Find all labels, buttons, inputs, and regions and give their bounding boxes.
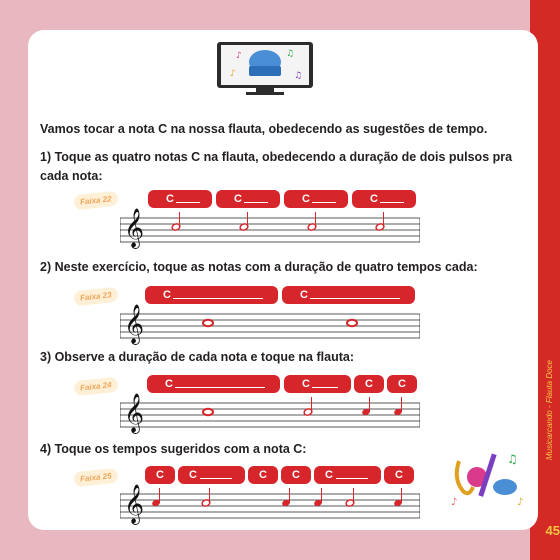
exercise-1-title: 1) Toque as quatro notas C na flauta, obedecendo a duração de dois pulsos pra xyxy=(40,150,513,164)
svg-text:♪: ♪ xyxy=(230,69,236,79)
treble-clef-icon: 𝄞 xyxy=(124,208,145,248)
whole-note xyxy=(203,409,213,415)
quarter-note xyxy=(313,488,323,507)
exercise-3-title: 3) Observe a duração de cada nota e toque na flauta: xyxy=(40,350,354,364)
svg-text:♪: ♪ xyxy=(517,497,524,508)
duration-line xyxy=(244,202,268,203)
duration-bar xyxy=(147,375,280,393)
duration-bar xyxy=(248,466,278,484)
quarter-note xyxy=(393,397,403,416)
note-label: C xyxy=(370,193,378,205)
duration-bar xyxy=(352,190,416,208)
note-label: C xyxy=(302,378,310,390)
treble-clef-icon: 𝄞 xyxy=(124,484,145,524)
note-label: C xyxy=(165,378,173,390)
whole-note xyxy=(347,320,357,326)
note-label: C xyxy=(259,469,267,481)
note-label: C xyxy=(166,193,174,205)
half-note xyxy=(303,397,313,416)
note-label: C xyxy=(163,289,171,301)
note-label: C xyxy=(300,289,308,301)
duration-line xyxy=(173,298,263,299)
track-badge-25: Faixa 25 xyxy=(79,471,112,484)
duration-bar xyxy=(354,375,384,393)
note-label: C xyxy=(302,193,310,205)
track-badge-23: Faixa 23 xyxy=(79,290,112,303)
half-note xyxy=(239,212,249,231)
exercise-1-title-cont: cada nota: xyxy=(40,169,103,183)
note-label: C xyxy=(156,469,164,481)
music-staff xyxy=(120,486,420,526)
exercise-4-title: 4) Toque os tempos sugeridos com a nota C: xyxy=(40,442,307,456)
quarter-note xyxy=(361,397,371,416)
duration-bar xyxy=(145,286,278,304)
duration-bar xyxy=(284,190,348,208)
half-note xyxy=(171,212,181,231)
note-label: C xyxy=(292,469,300,481)
svg-text:♫: ♫ xyxy=(294,71,303,81)
duration-bar xyxy=(314,466,381,484)
treble-clef-icon: 𝄞 xyxy=(124,393,145,433)
duration-line xyxy=(175,387,265,388)
whole-note xyxy=(203,320,213,326)
half-note xyxy=(201,488,211,507)
tv-illustration-icon xyxy=(216,40,314,96)
note-label: C xyxy=(365,378,373,390)
note-label: C xyxy=(325,469,333,481)
track-badge-22: Faixa 22 xyxy=(79,194,112,207)
duration-bar xyxy=(387,375,417,393)
note-label: C xyxy=(398,378,406,390)
duration-bar xyxy=(284,375,351,393)
duration-bar xyxy=(216,190,280,208)
music-staff xyxy=(120,395,420,435)
duration-line xyxy=(380,202,404,203)
quarter-note xyxy=(281,488,291,507)
duration-line xyxy=(310,298,400,299)
music-staff xyxy=(120,210,420,250)
half-note xyxy=(307,212,317,231)
note-label: C xyxy=(395,469,403,481)
svg-text:♪: ♪ xyxy=(236,51,242,61)
note-label: C xyxy=(234,193,242,205)
half-note xyxy=(375,212,385,231)
duration-bar xyxy=(384,466,414,484)
duration-bar xyxy=(281,466,311,484)
duration-bar xyxy=(178,466,245,484)
sidebar-vertical-text: Musicarcando - Flauta Doce xyxy=(545,360,554,461)
exercise-2-title: 2) Neste exercício, toque as notas com a duração de quatro tempos cada: xyxy=(40,260,478,274)
note-label: C xyxy=(189,469,197,481)
duration-bar xyxy=(145,466,175,484)
intro-text: Vamos tocar a nota C na nossa flauta, obedecendo as sugestões de tempo. xyxy=(40,122,488,136)
music-staff xyxy=(120,306,420,346)
half-note xyxy=(345,488,355,507)
svg-text:♫: ♫ xyxy=(286,49,295,59)
treble-clef-icon: 𝄞 xyxy=(124,304,145,344)
svg-text:♫: ♫ xyxy=(507,452,518,466)
quarter-note xyxy=(151,488,161,507)
instruments-illustration-icon xyxy=(447,447,529,509)
duration-line xyxy=(176,202,200,203)
duration-bar xyxy=(148,190,212,208)
duration-bar xyxy=(282,286,415,304)
duration-line xyxy=(312,202,336,203)
duration-line xyxy=(200,478,232,479)
duration-line xyxy=(336,478,368,479)
duration-line xyxy=(312,387,338,388)
track-badge-24: Faixa 24 xyxy=(79,380,112,393)
page-number: 45 xyxy=(545,523,560,538)
svg-text:♪: ♪ xyxy=(451,497,458,508)
quarter-note xyxy=(393,488,403,507)
